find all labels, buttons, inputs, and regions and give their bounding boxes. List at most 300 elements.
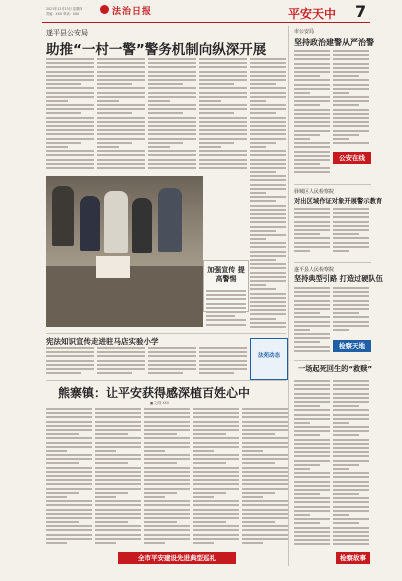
- text-line: [46, 412, 92, 414]
- pill-procuratorate: 检察天地: [333, 340, 371, 352]
- text-line: [97, 150, 145, 152]
- text-line: [294, 67, 330, 69]
- article2-headline: 宪法知识宣传走进驻马店实验小学: [46, 337, 159, 346]
- text-line: [333, 426, 369, 428]
- text-line: [148, 150, 196, 152]
- text-line: [193, 534, 239, 536]
- text-line: [333, 79, 369, 81]
- text-line: [294, 250, 310, 252]
- text-line: [250, 297, 286, 299]
- text-line: [294, 50, 330, 52]
- text-line: [97, 121, 145, 123]
- text-line: [333, 308, 369, 310]
- text-line: [46, 92, 94, 94]
- text-line: [46, 87, 94, 89]
- text-line: [148, 142, 183, 144]
- text-line: [97, 71, 145, 73]
- text-line: [333, 451, 369, 453]
- text-line: [250, 121, 286, 123]
- text-line: [46, 475, 92, 477]
- text-line: [95, 475, 141, 477]
- text-line: [193, 450, 214, 452]
- text-line: [333, 312, 359, 314]
- text-line: [333, 104, 359, 106]
- text-line: [333, 510, 369, 512]
- text-line: [294, 138, 310, 140]
- text-line: [294, 242, 330, 244]
- text-line: [250, 313, 286, 315]
- text-line: [199, 108, 247, 110]
- text-line: [144, 534, 190, 536]
- text-line: [95, 500, 141, 502]
- text-line: [95, 509, 141, 511]
- text-line: [95, 513, 141, 515]
- text-line: [199, 129, 247, 131]
- article3-headline: 熊寨镇：让平安获得感深植百姓心中: [58, 386, 251, 400]
- text-line: [97, 372, 132, 374]
- text-line: [148, 364, 196, 366]
- text-line: [242, 462, 275, 464]
- text-line: [294, 104, 320, 106]
- text-line: [294, 58, 330, 60]
- text-line: [250, 100, 266, 102]
- text-line: [250, 318, 276, 320]
- text-line: [95, 458, 141, 460]
- text-line: [333, 287, 369, 289]
- text-line: [242, 471, 288, 473]
- text-line: [250, 83, 276, 85]
- right3-col1: [294, 287, 330, 357]
- text-line: [294, 514, 310, 516]
- text-line: [46, 364, 94, 366]
- text-line: [294, 380, 330, 382]
- text-line: [333, 506, 369, 508]
- text-line: [206, 294, 246, 296]
- text-line: [242, 446, 288, 448]
- text-line: [294, 422, 310, 424]
- text-line: [46, 421, 92, 423]
- text-line: [148, 372, 183, 374]
- text-line: [144, 429, 190, 431]
- text-line: [250, 272, 286, 274]
- text-line: [144, 496, 165, 498]
- text-line: [250, 251, 286, 253]
- text-line: [242, 421, 288, 423]
- text-line: [333, 100, 369, 102]
- article2-col3: [148, 347, 196, 377]
- text-line: [95, 517, 141, 519]
- text-line: [46, 529, 92, 531]
- text-line: [250, 92, 286, 94]
- text-line: [193, 462, 226, 464]
- text-line: [199, 92, 247, 94]
- text-line: [46, 159, 94, 161]
- text-line: [333, 67, 369, 69]
- text-line: [193, 483, 239, 485]
- text-line: [199, 368, 247, 370]
- right-headline-1: 坚持政治建警从严治警: [294, 38, 374, 47]
- text-line: [97, 368, 145, 370]
- text-line: [333, 321, 369, 323]
- right-headline-3: 坚持典型引路 打造过硬队伍: [294, 274, 383, 283]
- text-line: [250, 209, 286, 211]
- text-line: [250, 112, 276, 114]
- text-line: [294, 134, 320, 136]
- text-line: [294, 472, 330, 474]
- text-line: [206, 324, 246, 326]
- text-line: [95, 479, 141, 481]
- text-line: [46, 351, 94, 353]
- text-line: [193, 471, 239, 473]
- text-line: [333, 539, 369, 541]
- text-line: [250, 66, 286, 68]
- text-line: [333, 134, 359, 136]
- text-line: [250, 309, 286, 311]
- text-line: [148, 125, 196, 127]
- text-line: [193, 492, 226, 494]
- text-line: [294, 216, 330, 218]
- text-line: [333, 216, 369, 218]
- text-line: [148, 75, 196, 77]
- text-line: [46, 154, 94, 156]
- text-line: [97, 62, 145, 64]
- text-line: [294, 451, 330, 453]
- text-line: [294, 151, 330, 153]
- text-line: [46, 467, 92, 469]
- text-line: [193, 421, 239, 423]
- text-line: [294, 237, 330, 239]
- text-line: [199, 121, 247, 123]
- text-line: [250, 288, 276, 290]
- text-line: [144, 471, 190, 473]
- text-line: [206, 307, 246, 309]
- text-line: [294, 113, 330, 115]
- text-line: [97, 167, 145, 169]
- text-line: [333, 434, 359, 436]
- text-line: [294, 468, 310, 470]
- text-line: [46, 504, 92, 506]
- text-line: [242, 475, 288, 477]
- text-line: [250, 117, 286, 119]
- article3-byline: ■ 文/图 XXX: [150, 401, 170, 405]
- text-line: [148, 62, 196, 64]
- text-line: [294, 510, 330, 512]
- text-line: [294, 88, 330, 90]
- text-line: [199, 347, 247, 349]
- text-line: [144, 462, 177, 464]
- left-divider-1: [46, 333, 286, 334]
- text-line: [294, 142, 330, 144]
- text-line: [193, 504, 239, 506]
- text-line: [333, 414, 369, 416]
- text-line: [250, 293, 286, 295]
- text-line: [46, 163, 94, 165]
- text-line: [95, 467, 141, 469]
- text-line: [294, 485, 330, 487]
- text-line: [97, 351, 145, 353]
- text-line: [242, 442, 288, 444]
- text-line: [46, 534, 92, 536]
- text-line: [250, 276, 286, 278]
- text-line: [294, 489, 330, 491]
- text-line: [193, 433, 226, 435]
- text-line: [242, 458, 288, 460]
- text-line: [206, 319, 246, 321]
- text-line: [199, 96, 247, 98]
- text-line: [333, 54, 369, 56]
- text-line: [294, 79, 330, 81]
- text-line: [333, 518, 369, 520]
- text-line: [242, 408, 288, 410]
- text-line: [250, 75, 286, 77]
- text-line: [193, 425, 239, 427]
- right4-col1: [294, 380, 330, 548]
- text-line: [144, 433, 177, 435]
- text-line: [148, 146, 170, 148]
- text-line: [46, 425, 92, 427]
- text-line: [46, 458, 92, 460]
- text-line: [333, 63, 369, 65]
- text-line: [144, 458, 190, 460]
- text-line: [46, 96, 94, 98]
- text-line: [199, 154, 247, 156]
- text-line: [193, 517, 239, 519]
- text-line: [294, 539, 330, 541]
- text-line: [250, 146, 266, 148]
- right1-col1: [294, 50, 330, 180]
- text-line: [148, 360, 196, 362]
- text-line: [294, 497, 330, 499]
- pill-police-online: 公安在线: [333, 152, 371, 164]
- text-line: [294, 295, 330, 297]
- text-line: [46, 117, 94, 119]
- text-line: [333, 443, 369, 445]
- text-line: [242, 496, 263, 498]
- text-line: [148, 66, 196, 68]
- text-line: [144, 492, 177, 494]
- text-line: [333, 397, 369, 399]
- text-line: [46, 71, 94, 73]
- text-line: [148, 58, 196, 60]
- date-line: 2021年12月23日 星期四: [46, 7, 83, 11]
- editor-line: 责编：XXX 审读：XXX: [46, 12, 80, 16]
- text-line: [333, 464, 359, 466]
- text-line: [242, 517, 288, 519]
- text-line: [95, 425, 141, 427]
- text-line: [242, 467, 288, 469]
- text-line: [199, 87, 247, 89]
- text-line: [97, 129, 145, 131]
- text-line: [46, 471, 92, 473]
- text-line: [294, 100, 330, 102]
- text-line: [144, 538, 190, 540]
- text-line: [250, 242, 286, 244]
- text-line: [97, 159, 145, 161]
- right3-col2: [333, 287, 369, 337]
- text-line: [242, 500, 288, 502]
- text-line: [97, 100, 119, 102]
- text-line: [148, 167, 196, 169]
- text-line: [97, 66, 145, 68]
- text-line: [242, 525, 288, 527]
- text-line: [144, 421, 190, 423]
- page-number: 7: [355, 2, 367, 21]
- text-line: [333, 121, 369, 123]
- article1-col5: [250, 58, 286, 333]
- text-line: [144, 521, 177, 523]
- right-kicker-1: 市公安局: [294, 29, 315, 35]
- text-line: [250, 284, 266, 286]
- text-line: [333, 455, 369, 457]
- text-line: [333, 497, 369, 499]
- text-line: [250, 305, 286, 307]
- text-line: [199, 167, 247, 169]
- text-line: [294, 384, 330, 386]
- text-line: [95, 442, 141, 444]
- text-line: [250, 221, 286, 223]
- text-line: [333, 229, 369, 231]
- text-line: [294, 316, 330, 318]
- text-line: [199, 163, 247, 165]
- pill-procuratorate-story: 检察故事: [336, 552, 370, 564]
- text-line: [46, 479, 92, 481]
- text-line: [294, 493, 320, 495]
- text-line: [46, 66, 94, 68]
- text-line: [193, 525, 239, 527]
- text-line: [333, 531, 369, 533]
- text-line: [148, 163, 196, 165]
- text-line: [250, 125, 286, 127]
- text-line: [250, 326, 286, 328]
- text-line: [95, 504, 141, 506]
- text-line: [46, 360, 94, 362]
- text-line: [294, 401, 330, 403]
- text-line: [294, 63, 330, 65]
- masthead-rule: [42, 22, 370, 23]
- text-line: [333, 291, 369, 293]
- text-line: [294, 71, 330, 73]
- text-line: [199, 146, 221, 148]
- text-line: [333, 501, 369, 503]
- text-line: [250, 213, 286, 215]
- text-line: [333, 384, 369, 386]
- text-line: [199, 142, 234, 144]
- text-line: [294, 518, 330, 520]
- text-line: [333, 422, 349, 424]
- text-line: [242, 450, 263, 452]
- text-line: [250, 175, 286, 177]
- text-line: [250, 267, 286, 269]
- text-line: [333, 237, 369, 239]
- text-line: [333, 304, 369, 306]
- text-line: [46, 129, 94, 131]
- text-line: [250, 171, 276, 173]
- text-line: [46, 416, 92, 418]
- text-line: [294, 397, 330, 399]
- text-line: [250, 133, 286, 135]
- text-line: [199, 79, 247, 81]
- text-line: [144, 483, 190, 485]
- text-line: [333, 325, 369, 327]
- right4-col2: [333, 380, 369, 548]
- text-line: [333, 71, 369, 73]
- text-line: [148, 159, 196, 161]
- text-line: [294, 229, 330, 231]
- text-line: [333, 380, 369, 382]
- text-line: [294, 304, 330, 306]
- text-line: [242, 437, 288, 439]
- text-line: [250, 71, 286, 73]
- text-line: [46, 133, 94, 135]
- text-line: [250, 301, 286, 303]
- article2-col2: [97, 347, 145, 377]
- section-name: 平安天中: [288, 7, 337, 21]
- text-line: [148, 79, 196, 81]
- text-line: [333, 246, 369, 248]
- text-line: [97, 360, 145, 362]
- text-line: [46, 492, 79, 494]
- text-line: [199, 71, 247, 73]
- photo-caption-text: [206, 290, 246, 328]
- text-line: [294, 155, 330, 157]
- text-line: [199, 360, 247, 362]
- text-line: [95, 488, 141, 490]
- text-line: [250, 58, 286, 60]
- text-line: [46, 62, 94, 64]
- text-line: [199, 159, 247, 161]
- text-line: [250, 79, 286, 81]
- text-line: [333, 316, 369, 318]
- text-line: [144, 529, 190, 531]
- text-line: [250, 87, 286, 89]
- text-line: [333, 125, 369, 127]
- text-line: [294, 146, 330, 148]
- text-line: [144, 504, 190, 506]
- text-line: [294, 130, 330, 132]
- text-line: [199, 150, 247, 152]
- text-line: [144, 467, 190, 469]
- text-line: [148, 138, 196, 140]
- text-line: [148, 121, 196, 123]
- text-line: [95, 408, 141, 410]
- text-line: [250, 167, 286, 169]
- text-line: [97, 133, 145, 135]
- text-line: [97, 146, 119, 148]
- article1-col4: [199, 58, 247, 173]
- text-line: [242, 429, 288, 431]
- text-line: [46, 442, 92, 444]
- text-line: [294, 300, 330, 302]
- text-line: [46, 108, 94, 110]
- text-line: [95, 542, 116, 544]
- text-line: [250, 179, 286, 181]
- paper-name: 法治日报: [112, 7, 153, 17]
- text-line: [193, 500, 239, 502]
- text-line: [333, 514, 349, 516]
- text-line: [206, 298, 246, 300]
- text-line: [199, 83, 234, 85]
- text-line: [242, 521, 275, 523]
- text-line: [193, 521, 226, 523]
- text-line: [294, 430, 330, 432]
- logo-icon: [100, 5, 109, 14]
- text-line: [144, 442, 190, 444]
- text-line: [294, 409, 330, 411]
- text-line: [206, 315, 235, 317]
- text-line: [148, 368, 196, 370]
- text-line: [294, 481, 330, 483]
- text-line: [193, 454, 239, 456]
